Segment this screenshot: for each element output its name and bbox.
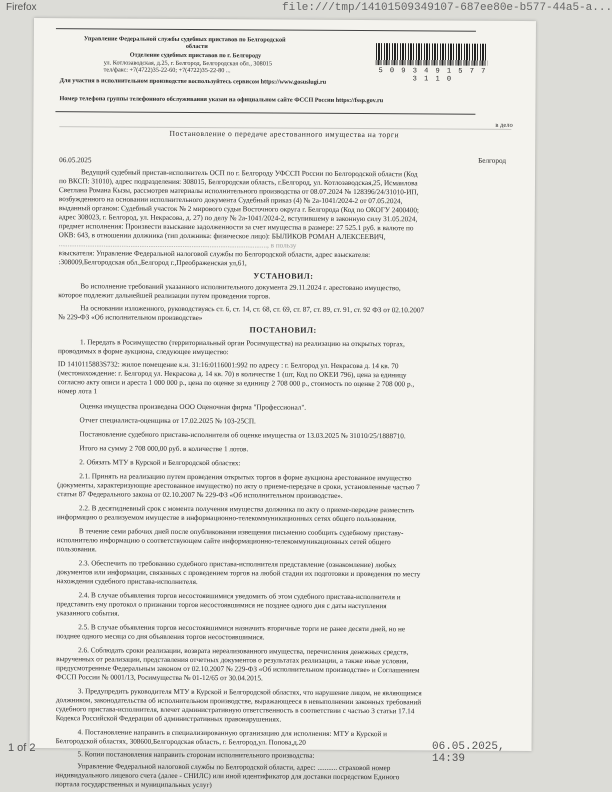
print-timestamp: 06.05.2025, 14:39 bbox=[432, 741, 505, 765]
document-title: Постановление о передаче арестованного имущества на торги bbox=[169, 128, 400, 140]
department-phone: тел/факс: +7(4722)35-22-60; +7(4722)35-22-80 ... bbox=[103, 66, 231, 75]
clause-2-6: предусмотренные Федеральным законом от 02.10.2007 № 229-ФЗ «Об исполнительном производстве» и Соглашением bbox=[56, 664, 420, 675]
corner-note: в дело bbox=[495, 121, 513, 129]
clause-4: Белгородской областях, 308600,Белгородская область, г. Белгород,ул. Попова,д.20 bbox=[55, 737, 306, 747]
clause-3: судебного пристава-исполнителя, влечет административную ответственность в соответствии с частью 3 статьи 17.14 bbox=[55, 705, 415, 716]
gosuslugi-notice: Для участия в исполнительном производстве воспользуйтесь сервисом https://www.gosuslugi.ru bbox=[59, 77, 327, 86]
agency-name: Управление Федеральной службы судебных приставов по Белгородской bbox=[83, 35, 286, 44]
section-decided: ПОСТАНОВИЛ: bbox=[249, 325, 317, 335]
established-line: Во исполнение требований указанного исполнительного документа 29.11.2024 г. арестовано имущество, bbox=[80, 282, 401, 293]
report-line: Отчет специалиста-оценщика от 17.02.2025 № 103-25СП. bbox=[79, 416, 256, 426]
section-established: УСТАНОВИЛ: bbox=[253, 271, 314, 281]
document-barcode bbox=[376, 43, 488, 66]
intro-line-redacted: ...................................................................................................................., в пользу bbox=[58, 240, 297, 250]
clause-2-1: (документы, характеризующие арестованное имущество) по акту о приеме-передаче в сроки, установленные частью 7 bbox=[57, 481, 420, 492]
intro-block bbox=[58, 168, 511, 268]
intro-line: взыскателя: Управление Федеральной налоговой службы по Белгородской области, адрес взыскателя: bbox=[58, 249, 371, 260]
clause-2-6: ФССП России № 0001/13, Росимущества № 01-12/65 от 30.04.2015. bbox=[55, 673, 263, 683]
appraiser-line: Оценка имущества произведена ООО Оценочная фирма "Профессионал". bbox=[79, 402, 307, 412]
established-line: которое подлежит дальнейшей реализации путем проведения торгов. bbox=[58, 291, 271, 301]
document-date: 06.05.2025 bbox=[59, 156, 92, 165]
clause-2-2: информацию о реализуемом имуществе в информационно-телекоммуникационных сетях общего пользования. bbox=[56, 513, 397, 524]
decision-line: 1. Передать в Росимущество (территориальный орган Росимущества) на реализацию на открытых торгах, bbox=[79, 338, 405, 349]
basis-line: На основании изложенного, руководствуясь ст. 6, ст. 14, ст. 68, ст. 69, ст. 87, ст. 89, ст. 91, ст. 92 ФЗ от 02.10.2007 bbox=[80, 304, 425, 315]
clause-2-3: 2.3. Обеспечить по требованию судебного пристава-исполнителя представление (ознакомление) любых bbox=[78, 559, 397, 570]
clause-2-2b: исполнителю информацию о соответствующем сайте информационно-телекоммуникационных сетей общего bbox=[56, 536, 391, 547]
clause-2-2: 2.2. В десятидневный срок с момента получения имущества должника по акту о приеме-передаче разместить bbox=[78, 504, 415, 515]
department-name: Отделение судебных приставов по г. Белгороду bbox=[129, 51, 262, 60]
agency-region: области bbox=[185, 42, 208, 51]
clause-5: 5. Копии постановления направить сторонам исполнительного производства: bbox=[77, 750, 315, 760]
letterhead bbox=[55, 28, 487, 115]
intro-line: Ведущий судебный пристав-исполнитель ОСП по г. Белгороду УФССП России по Белгородской области (Код bbox=[81, 168, 418, 179]
clause-2-4: указанного события. bbox=[56, 609, 120, 618]
intro-line: выданный органом: Судебный участок № 2 мирового судьи Восточного округа г. Белгорода (Код по ОКОГУ 2400400; bbox=[58, 204, 419, 215]
clause-2-1: статьи 87 Федерального закона от 02.10.2007 № 229-ФЗ «Об исполнительном производстве». bbox=[57, 490, 343, 500]
clause-2-5: 2.5. В случае объявления торгов несостоявшимися назначить вторичные торги не ранее десяти дней, но не bbox=[78, 623, 406, 634]
clause-4: 4. Постановление направить в специализированную организацию для исполнения: МТУ в Курской и bbox=[77, 728, 388, 739]
obligation-heading: 2. Обязать МТУ в Курской и Белгородской областях: bbox=[79, 458, 241, 468]
department-address: ул. Котлозаводская, д.25, г. Белгород, Белгородская обл., 308015 bbox=[103, 59, 273, 68]
intro-line: адрес 308023, г. Белгород, ул. Некрасова, д. 27) по делу № 2а-1041/2024-2, вступившему в законную силу 31.05.2024, bbox=[58, 213, 418, 224]
recipient-line: индивидуального лицевого счета (далее - СНИЛС) или иной идентификатор для доставки посредством Единого bbox=[55, 771, 400, 782]
property-line: номер лота 1 bbox=[57, 387, 98, 396]
clause-2-3: нахождения судебного пристава-исполнителя. bbox=[56, 577, 198, 587]
clause-2-2b: В течение семи рабочих дней после опубликования извещения письменно сообщить судебному приставу- bbox=[78, 527, 404, 538]
page-indicator: 1 of 2 bbox=[8, 742, 36, 754]
document-city: Белгород bbox=[478, 156, 507, 165]
intro-line: предмет исполнения: Произвести взыскание задолженности за счет имущества в размере: 27 525.1 руб. в валюте по bbox=[58, 222, 414, 233]
intro-line: :308009,Белгородская обл.,Белгород г.,Преображенская ул,61, bbox=[58, 258, 247, 268]
recipient-line: портала государственных и муниципальных услуг) bbox=[55, 780, 212, 790]
established-block bbox=[58, 282, 510, 323]
clause-3: Кодекса Российской Федерации об административных правонарушениях. bbox=[55, 714, 282, 724]
recipient-line: Управление Федеральной налоговой службы по Белгородской области, адрес: ........... страховой номер bbox=[77, 762, 391, 773]
property-line: (местонахождение: г. Белгород ул. Некрасова д. 14 кв. 70) в количестве 1 (шт, Код по ОКЕИ 796), цена за единицу bbox=[57, 369, 407, 380]
total-line: Итого на сумму 2 708 000,00 руб. в количестве 1 лотов. bbox=[79, 444, 249, 454]
property-line: согласно акту описи и ареста 1 000 000 р., цена по оценке за единицу 2 708 000 р., стоимость по оценке 2 708 000 р., bbox=[57, 378, 415, 389]
intro-line: ОКВ: 643, в отношении должника (тип должника: физическое лицо): БЫЛИКОВ РОМАН АЛЕКСЕЕВИЧ, bbox=[58, 231, 386, 242]
clause-2-6: 2.6. Соблюдать сроки реализации, возврата нереализованного имущества, перечисления денежных средств, bbox=[78, 646, 409, 657]
clause-2-3: документов или информации, связанных с проведением торгов на любой стадии их подготовки и проведения по месту bbox=[56, 568, 421, 579]
clause-2-2b: пользования. bbox=[56, 545, 97, 554]
file-url[interactable]: file:///tmp/14101509349107-687ee80e-b577-44a5-a... bbox=[282, 2, 612, 14]
clause-2-4: представить ему протокол о признании торгов несостоявшимися не позднее одного дня с даты наступления bbox=[56, 600, 387, 611]
clause-2-6: вырученных от реализации, представления отчетных документов о результатах реализации, а также иные условия, bbox=[56, 655, 409, 666]
intro-line: возбужденного на основании исполнительного документа Судебный приказ (4) № 2а-1041/2024-2 от 07.05.2024, bbox=[58, 195, 403, 206]
intro-line: Светлана Романа Кызы, рассмотрев материалы исполнительного производства от 08.07.2024 № 128396/24/31010-ИП, bbox=[58, 186, 419, 197]
clause-3: должником, законодательства об исполнительном производстве, выражающееся в невыполнении законных требований bbox=[55, 696, 422, 707]
clause-2-4: 2.4. В случае объявления торгов несостоявшимися уведомить об этом судебного пристава-исполнителя и bbox=[78, 591, 401, 602]
basis-line: № 229-ФЗ «Об исполнительном производстве» bbox=[58, 313, 203, 323]
browser-name: Firefox bbox=[6, 2, 37, 13]
fssp-phone-notice: Номер телефона группы телефонного обслуживания указан на официальном сайте ФССП России https://fssp.gov.ru bbox=[59, 95, 384, 105]
clause-2-5: позднее одного месяца со дня объявления торгов несостоявшимися. bbox=[56, 632, 265, 642]
clause-3: 3. Предупредить руководителя МТУ в Курской и Белгородской областях, что нарушение лицом, не являющимся bbox=[77, 687, 422, 698]
clause-2-1: 2.1. Принять на реализацию путем проведения открытых торгов в форме аукциона арестованное имущество bbox=[79, 472, 412, 483]
barcode-number: 5 0 9 3 4 9 1 5 7 7 3 1 1 0 bbox=[378, 67, 487, 84]
intro-line: по ВКСП: 31010), адрес подразделения: 308015, Белгородская область, г.Белгород, ул. Котлозаводская,25, Исмаилова bbox=[58, 177, 418, 188]
decision-line: проводимых в форме аукциона, следующее имущество: bbox=[57, 347, 229, 357]
valuation-line: Постановление судебного пристава-исполнителя об оценке имущества от 13.03.2025 № 31010/25/1888710. bbox=[79, 430, 406, 441]
property-line: ID 1410115883S732: жилое помещение к.н. 31:16:0116001:992 по адресу : г. Белгород ул. Некрасова д. 14 кв. 70 bbox=[57, 360, 399, 371]
